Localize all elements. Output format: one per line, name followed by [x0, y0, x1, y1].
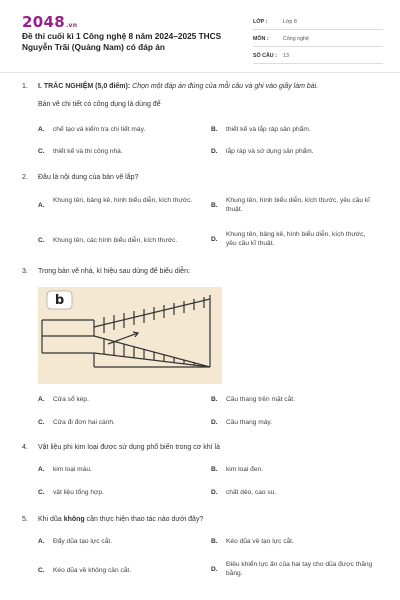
option-text: vật liệu tổng hợp.: [53, 489, 104, 496]
meta-value: 13: [283, 53, 289, 59]
option-text: Kéo dũa về tạo lực cắt.: [226, 538, 294, 545]
option-text: Cầu thang trên mặt cắt.: [226, 396, 295, 403]
option-text: Cửa sổ kép.: [53, 396, 89, 403]
meta-label: MÔN :: [253, 36, 269, 42]
meta-value: Lớp 8: [283, 19, 297, 25]
option-letter: A.: [38, 126, 45, 133]
question-text-emphasis: không: [63, 516, 85, 523]
exam-meta: [253, 15, 383, 64]
staircase-figure: [38, 287, 222, 384]
meta-row-count: [253, 49, 383, 64]
question-number: 4.: [22, 444, 28, 451]
option-letter: A.: [38, 202, 45, 209]
meta-label: LỚP :: [253, 19, 268, 25]
option-text: Đẩy dũa tạo lực cắt.: [53, 538, 113, 545]
question-text-start: Khi dũa: [38, 516, 64, 523]
option-text: Khung tên, bảng kê, hình biểu diễn, kích thước, yêu cầu kĩ thuật.: [226, 231, 366, 247]
option-letter: C.: [38, 148, 45, 155]
section-description: Chọn một đáp án đúng của mỗi câu và ghi vào giấy làm bài.: [132, 83, 319, 90]
meta-label: SỐ CÂU :: [253, 53, 277, 59]
question-number: 1.: [22, 83, 28, 90]
option-letter: B.: [211, 126, 218, 133]
option-letter: D.: [211, 489, 218, 496]
option-letter: C.: [38, 419, 45, 426]
figure-label: b: [54, 293, 65, 308]
option-letter: A.: [38, 538, 45, 545]
logo-suffix: .vn: [65, 22, 78, 29]
option-letter: A.: [38, 466, 45, 473]
question-text: Vật liệu phi kim loại được sử dụng phổ biến trong cơ khí là: [38, 444, 220, 451]
option-text: Điều khiển lực ấn của hai tay cho dũa được thăng bằng.: [226, 561, 373, 577]
meta-row-subject: [253, 32, 383, 47]
option-letter: C.: [38, 489, 45, 496]
option-letter: B.: [211, 202, 218, 209]
option-letter: D.: [211, 419, 218, 426]
option-text: kim loại màu.: [53, 466, 92, 473]
option-letter: D.: [211, 566, 218, 573]
logo-text: 2048: [22, 13, 65, 31]
option-letter: C.: [38, 237, 45, 244]
option-text: Khung tên, các hình biểu diễn, kích thước.: [53, 237, 178, 244]
question-text: [38, 515, 383, 525]
option-letter: D.: [211, 236, 218, 243]
question-text: Đâu là nội dung của bản vẽ lắp?: [38, 174, 139, 181]
option-text: Khung tên, hình biểu diễn, kích thước, yêu cầu kĩ thuật.: [226, 197, 371, 213]
option-letter: A.: [38, 396, 45, 403]
option-text: chất dẻo, cao su.: [226, 489, 277, 496]
section-title: I. TRẮC NGHIỆM (5,0 điểm):: [38, 83, 131, 90]
question-text-end: cần thực hiện thao tác nào dưới đây?: [84, 516, 204, 523]
option-text: thiết kế và thi công nhà.: [53, 148, 123, 155]
meta-value: Công nghệ: [283, 36, 309, 42]
option-text: kim loại đen.: [226, 466, 264, 473]
option-text: Khung tên, bảng kê, hình biểu diễn, kích thước.: [53, 197, 193, 204]
option-text: Kéo dũa về không cần cắt.: [53, 567, 132, 574]
section-heading: [38, 82, 383, 92]
option-letter: B.: [211, 466, 218, 473]
meta-row-class: [253, 15, 383, 30]
header-divider: [0, 72, 400, 73]
option-letter: C.: [38, 567, 45, 574]
question-number: 3.: [22, 268, 28, 275]
option-letter: D.: [211, 148, 218, 155]
option-letter: B.: [211, 396, 218, 403]
question-text: Bản vẽ chi tiết có công dụng là dùng để: [38, 101, 161, 108]
question-text: Trong bản vẽ nhà, kí hiệu sau dùng để biểu diễn:: [38, 268, 190, 275]
page-title: Đề thi cuối kì 1 Công nghệ 8 năm 2024–2025 THCS Nguyễn Trãi (Quảng Nam) có đáp án: [22, 31, 222, 52]
option-text: chế tạo và kiểm tra chi tiết máy.: [53, 126, 146, 133]
site-logo[interactable]: [22, 13, 77, 31]
option-text: thiết kế và lắp ráp sản phẩm.: [226, 126, 311, 133]
option-letter: B.: [211, 538, 218, 545]
option-text: Cửa đi đơn hai cánh.: [53, 419, 115, 426]
option-text: Cầu thang máy.: [226, 419, 273, 426]
option-text: lắp ráp và sử dụng sản phẩm.: [226, 148, 314, 155]
question-number: 2.: [22, 174, 28, 181]
question-number: 5.: [22, 516, 28, 523]
page-header: [0, 0, 400, 72]
